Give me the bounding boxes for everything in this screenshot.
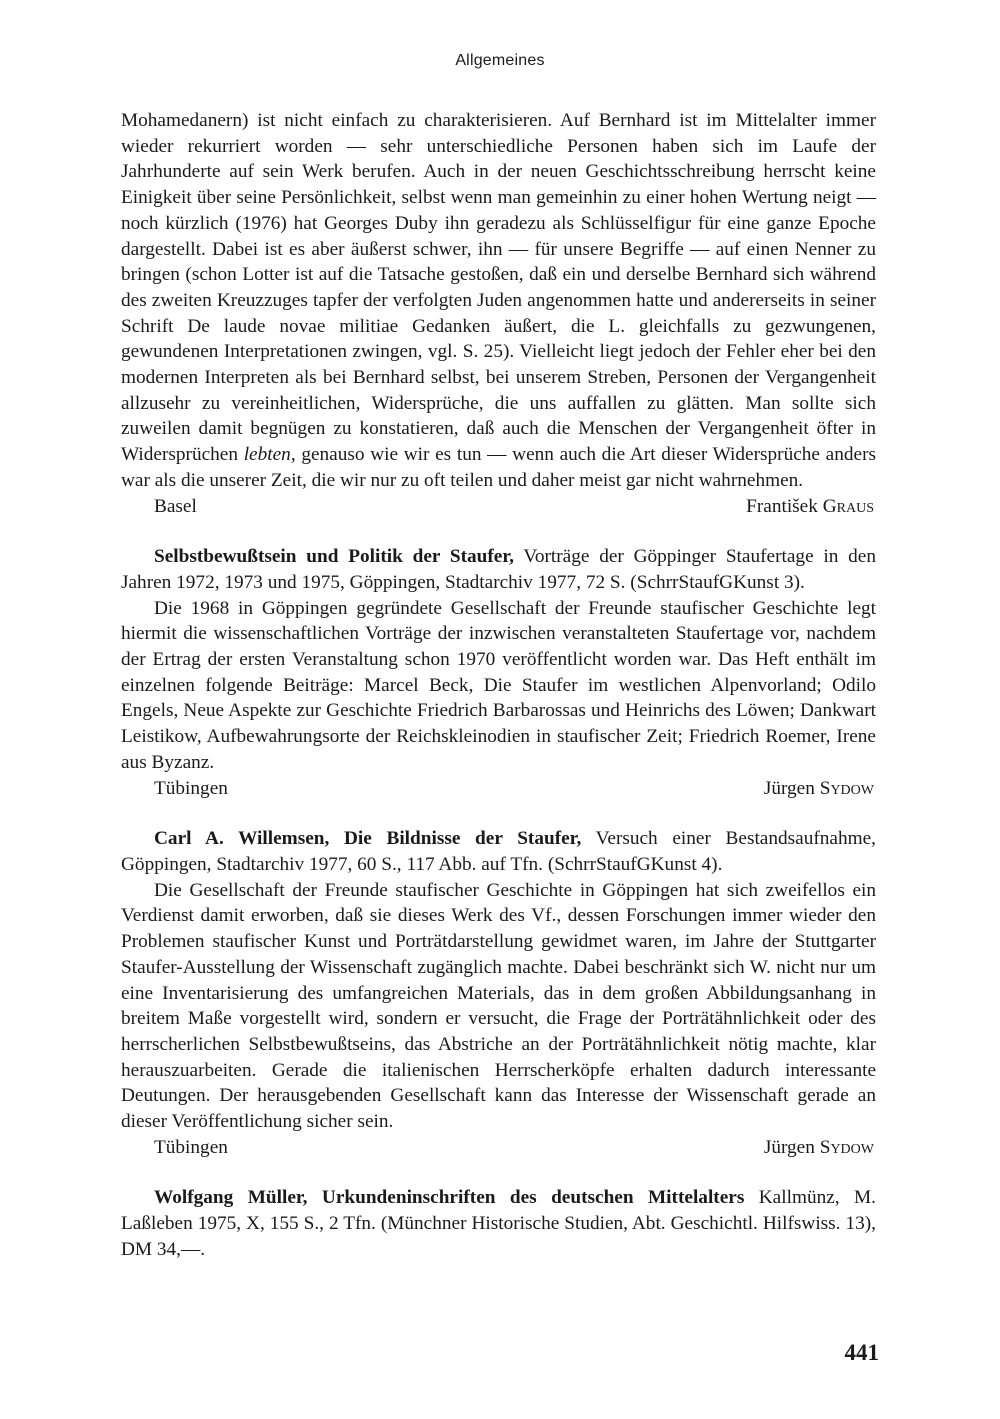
review-title: Selbstbewußtsein und Politik der Staufer, [154,546,514,568]
intro-italic-word: lebten, [243,444,296,466]
author-surname: Sydow [819,777,874,799]
author-first-name: František [746,495,818,517]
author-first-name: Jürgen [763,777,815,799]
intro-paragraph [121,108,876,494]
review-heading [121,826,876,877]
signature-author [764,776,874,802]
review-heading [121,1185,876,1262]
review-title: Wolfgang Müller, Urkundeninschriften des deutschen Mittelalters [154,1187,745,1209]
author-first-name: Jürgen [763,1136,815,1158]
signature-author [764,1135,874,1161]
intro-signature [121,494,876,520]
signature-author [746,494,874,520]
review-signature [121,776,876,802]
review-bibliography: Kallmünz, M. Laßleben 1975, X, 155 S., 2 Tfn. (Münchner Historische Studien, Abt. Geschichtl. Hilfswiss. 13), DM 34,—. [121,1187,876,1260]
review-title: Carl A. Willemsen, Die Bildnisse der Staufer, [154,828,582,850]
review-entry [121,826,876,1160]
signature-place: Tübingen [154,777,228,799]
review-body: Die Gesellschaft der Freunde staufischer Geschichte in Göppingen hat sich zweifellos ein Verdienst damit erworben, daß sie dieses Werk des Vf., dessen Forschungen immer wieder den Problemen staufischer Kunst und Porträtdarstellung gewidmet waren, im Jahre der Stuttgarter Staufer-Ausstellung der Wissenschaft zugänglich machte. Dabei beschränkt sich W. nicht nur um eine Inventarisierung des umfangreichen Materials, das in dem großen Abbildungsanhang in breitem Maße vorgestellt wird, sondern er versucht, die Frage der Porträtähnlichkeit oder des herrscherlichen Selbstbewußtseins, das Abstriche an der Porträtähnlichkeit nötig machte, klar herauszuarbeiten. Gerade die italienischen Herrscherköpfe erhalten dadurch interessante Deutungen. Der herausgebenden Gesellschaft kann das Interesse der Wissenschaft gerade an dieser Veröffentlichung sicher sein. [121,879,876,1133]
page-body [121,108,876,1263]
review-entry [121,1185,876,1262]
signature-place: Basel [154,495,197,517]
author-surname: Sydow [819,1136,874,1158]
review-bibliography: Versuch einer Bestandsaufnahme, Göppingen, Stadtarchiv 1977, 60 S., 117 Abb. auf Tfn. (SchrrStaufGKunst 4). [121,828,876,875]
intro-text-part-2: genauso wie wir es tun — wenn auch die Art dieser Widersprüche anders war als die unserer Zeit, die wir nur zu oft teilen und daher meist gar nicht wahrnehmen. [121,444,876,491]
author-surname: Graus [822,495,874,517]
review-bibliography: Vorträge der Göppinger Staufertage in den Jahren 1972, 1973 und 1975, Göppingen, Stadtarchiv 1977, 72 S. (SchrrStaufGKunst 3). [121,546,877,593]
page-number: 441 [844,1340,879,1365]
review-entry [121,544,876,801]
review-heading [121,544,876,595]
review-signature [121,1135,876,1161]
running-head: Allgemeines [455,52,545,69]
intro-text-part-1: Mohamedanern) ist nicht einfach zu charakterisieren. Auf Bernhard ist im Mittelalter immer wieder rekurriert worden — sehr unterschiedliche Personen haben sich im Laufe der Jahrhunderte auf sein Werk berufen. Auch in der neuen Geschichtsschreibung herrscht keine Einigkeit über seine Persönlichkeit, selbst wenn man gemeinhin zu einer hohen Wertung neigt — noch kürzlich (1976) hat Georges Duby ihn geradezu als Schlüsselfigur für eine ganze Epoche dargestellt. Dabei ist es aber äußerst schwer, ihn — für unsere Begriffe — auf einen Nenner zu bringen (schon Lotter ist auf die Tatsache gestoßen, daß ein und derselbe Bernhard sich während des zweiten Kreuzzuges tapfer der verfolgten Juden angenommen hatte und andererseits in seiner Schrift De laude novae militiae Gedanken äußert, die L. gleichfalls zu gezwungenen, gewundenen Interpretationen zwingen, vgl. S. 25). Vielleicht liegt jedoch der Fehler eher bei den modernen Interpreten als bei Bernhard selbst, bei unserem Streben, Personen der Vergangenheit allzusehr zu vereinheitlichen, Widersprüche, die uns auffallen zu glätten. Man sollte sich zuweilen damit begnügen zu konstatieren, daß auch die Menschen der Vergangenheit öfter in Widersprüchen [121,110,876,466]
signature-place: Tübingen [154,1136,228,1158]
review-body: Die 1968 in Göppingen gegründete Gesellschaft der Freunde staufischer Geschichte legt hiermit die wissenschaftlichen Vorträge der inzwischen veranstalteten Staufertage vor, nachdem der Ertrag der ersten Veranstaltung schon 1970 veröffentlicht worden war. Das Heft enthält im einzelnen folgende Beiträge: Marcel Beck, Die Staufer im westlichen Alpenvorland; Odilo Engels, Neue Aspekte zur Geschichte Friedrich Barbarossas und Heinrichs des Löwen; Dankwart Leistikow, Aufbewahrungsorte der Reichskleinodien in staufischer Zeit; Friedrich Roemer, Irene aus Byzanz. [121,597,876,773]
